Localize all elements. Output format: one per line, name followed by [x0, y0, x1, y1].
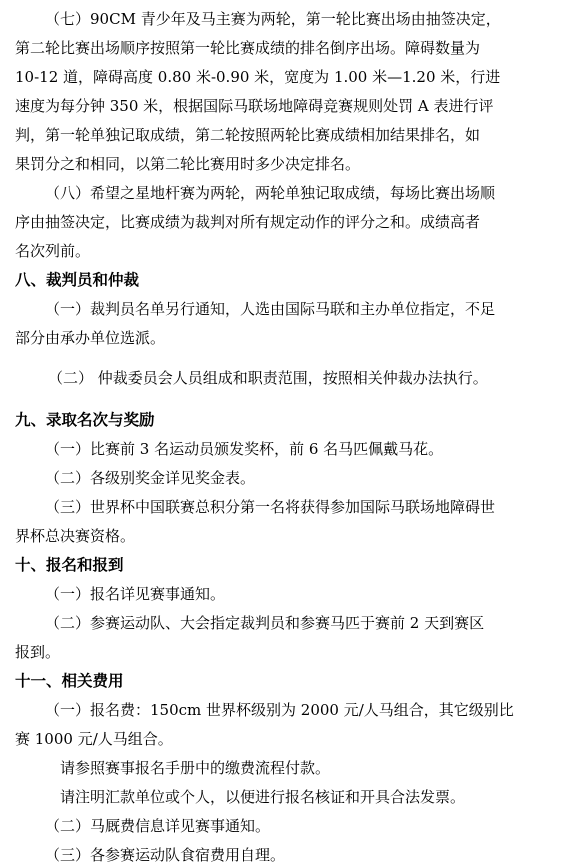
paragraph-line: （一）裁判员名单另行通知，人选由国际马联和主办单位指定，不足 [45, 300, 496, 318]
paragraph-line: 果罚分之和相同，以第二轮比赛用时多少决定排名。 [15, 155, 361, 173]
section-heading: 十一、相关费用 [15, 672, 124, 690]
paragraph-line: 10-12 道，障碍高度 0.80 米-0.90 米，宽度为 1.00 米—1.20 米，行进 [15, 68, 501, 86]
paragraph-line: 序由抽签决定，比赛成绩为裁判对所有规定动作的评分之和。成绩高者 [15, 213, 481, 231]
paragraph-line: 第二轮比赛出场顺序按照第一轮比赛成绩的排名倒序出场。障碍数量为 [15, 39, 481, 57]
section-heading: 九、录取名次与奖励 [15, 411, 155, 429]
paragraph-line: （二）参赛运动队、大会指定裁判员和参赛马匹于赛前 2 天到赛区 [45, 614, 485, 632]
paragraph-line: （八）希望之星地杆赛为两轮，两轮单独记取成绩，每场比赛出场顺 [45, 184, 496, 202]
paragraph-line: 部分由承办单位选派。 [15, 329, 166, 347]
paragraph-line: 请注明汇款单位或个人，以便进行报名核证和开具合法发票。 [60, 788, 466, 806]
paragraph-line: 名次列前。 [15, 242, 91, 260]
paragraph-line: （二） 仲裁委员会人员组成和职责范围，按照相关仲裁办法执行。 [48, 369, 488, 387]
paragraph-line: 判，第一轮单独记取成绩，第二轮按照两轮比赛成绩相加结果排名，如 [15, 126, 481, 144]
paragraph-line: 请参照赛事报名手册中的缴费流程付款。 [60, 759, 331, 777]
paragraph-line: （一）报名费：150cm 世界杯级别为 2000 元/人马组合，其它级别比 [45, 701, 514, 719]
section-heading: 十、报名和报到 [15, 556, 124, 574]
paragraph-line: （一）报名详见赛事通知。 [45, 585, 226, 603]
paragraph-line: （一）比赛前 3 名运动员颁发奖杯，前 6 名马匹佩戴马花。 [45, 440, 444, 458]
paragraph-line: （二）马厩费信息详见赛事通知。 [45, 817, 271, 835]
paragraph-line: （二）各级别奖金详见奖金表。 [45, 469, 256, 487]
paragraph-line: 界杯总决赛资格。 [15, 527, 136, 545]
paragraph-line: 速度为每分钟 350 米，根据国际马联场地障碍竞赛规则处罚 A 表进行评 [15, 97, 494, 115]
paragraph-line: 赛 1000 元/人马组合。 [15, 730, 173, 748]
section-heading: 八、裁判员和仲裁 [15, 271, 140, 289]
paragraph-line: （七）90CM 青少年及马主赛为两轮，第一轮比赛出场由抽签决定， [45, 10, 501, 28]
paragraph-line: 报到。 [15, 643, 61, 661]
paragraph-line: （三）各参赛运动队食宿费用自理。 [45, 846, 286, 864]
paragraph-line: （三）世界杯中国联赛总积分第一名将获得参加国际马联场地障碍世 [45, 498, 496, 516]
